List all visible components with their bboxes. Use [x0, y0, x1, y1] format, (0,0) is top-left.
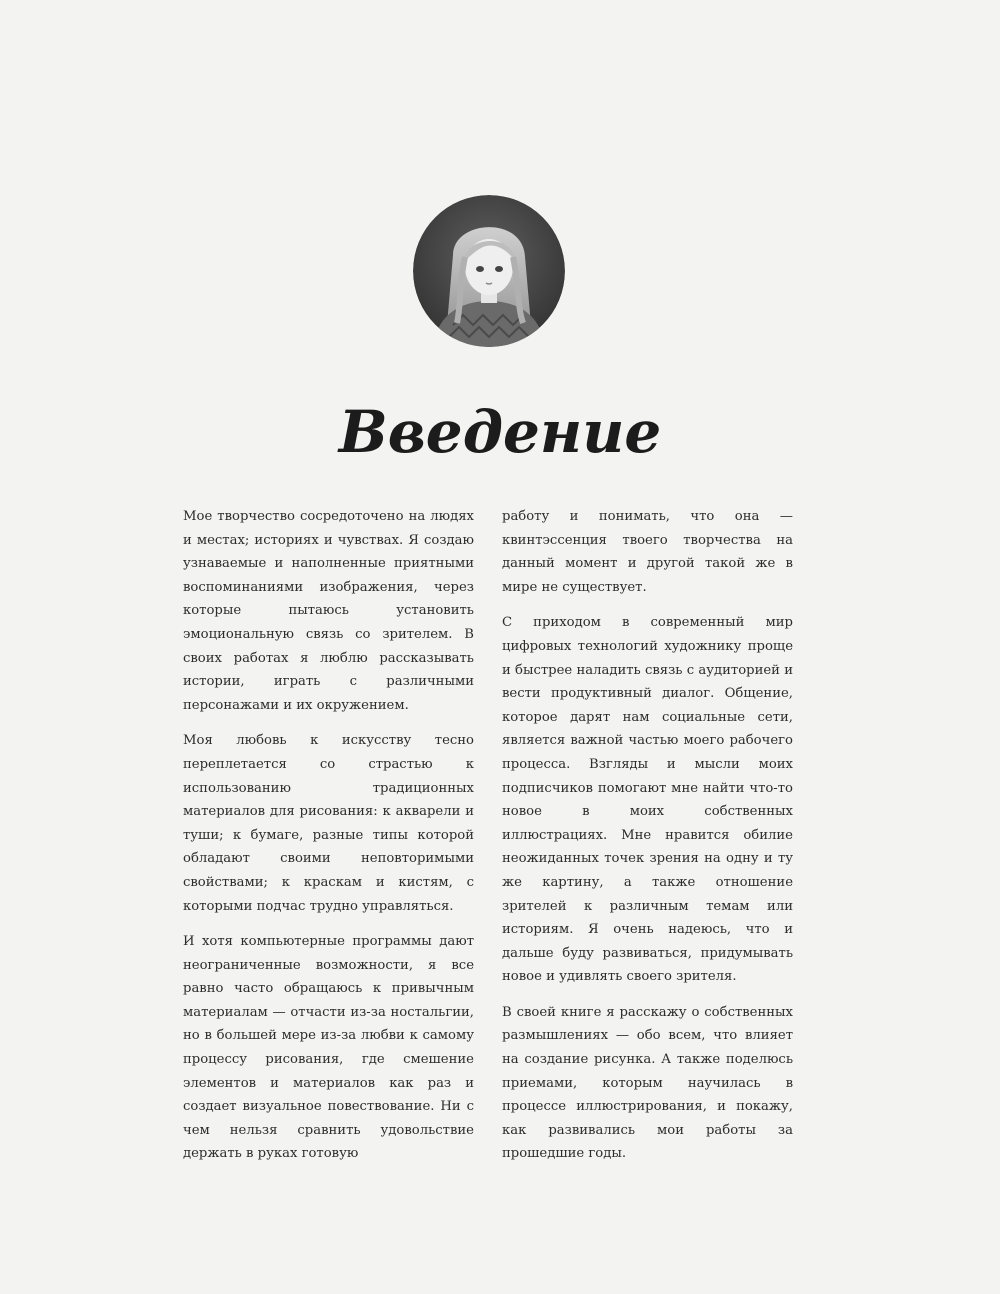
left-column	[183, 505, 474, 1178]
paragraph: Мое творчество сосредоточено на людях и местах; историях и чувствах. Я создаю узнаваемые и наполненные приятными воспоминаниями изображения, через которые пытаюсь установить эмоциональную связь со зрителем. В своих работах я люблю рассказывать истории, играть с различными персонажами и их окружением.	[183, 509, 474, 713]
page-title: Введение	[338, 398, 662, 466]
paragraph: работу и понимать, что она — квинтэссенция твоего творчества на данный момент и другой такой же в мире не существует.	[502, 509, 793, 595]
girl-portrait-icon	[413, 195, 565, 347]
paragraph: Моя любовь к искусству тесно переплетается со страстью к использованию традиционных материалов для рисования: к акварели и туши; к бумаге, разные типы которой обладают своими неповторимыми свойствами; к краскам и кистям, с которыми подчас трудно управляться.	[183, 733, 474, 914]
paragraph: И хотя компьютерные программы дают неограниченные возможности, я все равно часто обращаюсь к привычным материалам — отчасти из-за ностальгии, но в большей мере из-за любви к самому процессу рисования, где смешение элементов и материалов как раз и создает визуальное повествование. Ни с чем нельзя сравнить удовольствие держать в руках готовую	[183, 934, 474, 1162]
paragraph: С приходом в современный мир цифровых технологий художнику проще и быстрее наладить связь с аудиторией и вести продуктивный диалог. Общение, которое дарят нам социальные сети, является важной частью моего рабочего процесса. Взгляды и мысли моих подписчиков помогают мне найти что-то новое в моих собственных иллюстрациях. Мне нравится обилие неожиданных точек зрения на одну и ту же картину, а также отношение зрителей к различным темам или историям. Я очень надеюсь, что и дальше буду развиваться, придумывать новое и удивлять своего зрителя.	[502, 615, 793, 985]
right-column	[502, 505, 793, 1178]
paragraph: В своей книге я расскажу о собственных размышлениях — обо всем, что влияет на создание рисунка. А также поделюсь приемами, которым научилась в процессе иллюстрирования, и покажу, как развивались мои работы за прошедшие годы.	[502, 1004, 793, 1162]
author-portrait	[413, 195, 565, 347]
